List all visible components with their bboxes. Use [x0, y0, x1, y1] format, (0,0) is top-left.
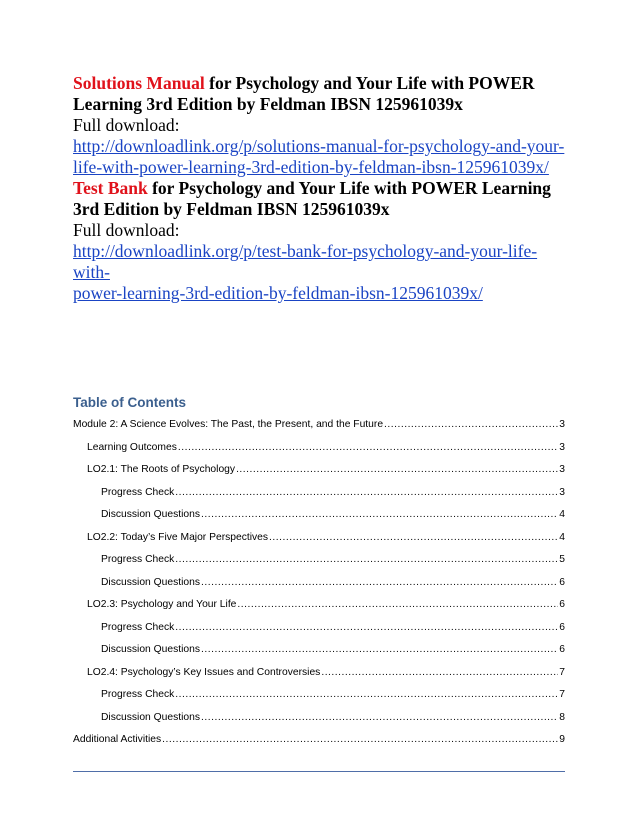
toc-leader: [178, 437, 558, 460]
toc-entry-label: LO2.1: The Roots of Psychology: [87, 464, 236, 475]
toc-entry-page: 3: [559, 441, 565, 453]
toc-entry-label: Discussion Questions: [101, 509, 201, 520]
toc-entry-page: 6: [559, 599, 565, 610]
toc-title: Table of Contents: [73, 395, 186, 410]
toc-leader: [201, 639, 558, 662]
toc-leader: [175, 617, 558, 640]
toc-entry-label: Module 2: A Science Evolves: The Past, the Present, and the Future: [73, 419, 384, 430]
toc-entry-page: 5: [559, 554, 565, 565]
toc-entry[interactable]: [73, 572, 565, 595]
toc-leader: [175, 482, 558, 505]
toc-leader: [384, 414, 558, 437]
toc-entry-page: 4: [559, 531, 565, 543]
toc-entry-page: 8: [559, 711, 565, 723]
toc-entry-page: 6: [559, 644, 565, 655]
toc-entry[interactable]: [73, 459, 565, 482]
toc-entry-page: 7: [559, 689, 565, 700]
toc-entry[interactable]: [73, 504, 565, 527]
toc-entry[interactable]: [73, 684, 565, 707]
toc-entry[interactable]: [73, 662, 565, 685]
toc-entry-page: 6: [559, 576, 565, 588]
toc-entry-label: Learning Outcomes: [87, 441, 177, 453]
toc-entry[interactable]: [73, 414, 565, 437]
toc-leader: [236, 459, 558, 482]
table-of-contents: [73, 414, 565, 752]
test-bank-link[interactable]: [73, 241, 573, 304]
toc-entry-label: Progress Check: [101, 486, 175, 498]
toc-entry-page: 7: [559, 666, 565, 678]
footer-divider: [73, 771, 565, 772]
toc-entry-page: 9: [559, 734, 565, 745]
toc-leader: [269, 527, 558, 550]
solutions-manual-full-download: Full download:: [73, 115, 180, 135]
solutions-manual-title: for Psychology and Your Life with POWER Learning 3rd Edition by Feldman IBSN 125961039x: [73, 73, 535, 114]
solutions-manual-heading: [73, 73, 573, 115]
toc-entry-label: LO2.4: Psychology’s Key Issues and Controversies: [87, 666, 321, 678]
toc-entry[interactable]: [73, 437, 565, 460]
test-bank-label: Test Bank: [73, 178, 148, 198]
toc-leader: [175, 684, 558, 707]
test-bank-heading: [73, 178, 573, 220]
solutions-manual-link-line1[interactable]: http://downloadlink.org/p/solutions-manual-for-psychology-and-your-: [73, 136, 565, 156]
toc-entry-page: 3: [559, 486, 565, 498]
download-info-block: [73, 73, 573, 304]
toc-leader: [175, 549, 558, 572]
toc-entry-label: Additional Activities: [73, 734, 162, 745]
toc-entry-label: LO2.3: Psychology and Your Life: [87, 599, 237, 610]
solutions-manual-link[interactable]: [73, 136, 573, 178]
toc-entry-label: LO2.2: Today’s Five Major Perspectives: [87, 531, 269, 543]
toc-entry-label: Progress Check: [101, 554, 175, 565]
toc-entry-page: 6: [559, 621, 565, 633]
toc-entry-label: Discussion Questions: [101, 711, 201, 723]
test-bank-link-line2[interactable]: power-learning-3rd-edition-by-feldman-ibsn-125961039x/: [73, 283, 483, 303]
toc-leader: [201, 504, 558, 527]
test-bank-title: for Psychology and Your Life with POWER Learning 3rd Edition by Feldman IBSN 125961039x: [73, 178, 551, 219]
test-bank-full-download: Full download:: [73, 220, 180, 240]
toc-leader: [201, 572, 558, 595]
toc-entry[interactable]: [73, 707, 565, 730]
toc-entry[interactable]: [73, 729, 565, 752]
solutions-manual-link-line2[interactable]: life-with-power-learning-3rd-edition-by-feldman-ibsn-125961039x/: [73, 157, 549, 177]
toc-entry[interactable]: [73, 594, 565, 617]
toc-entry-page: 4: [559, 509, 565, 520]
toc-entry[interactable]: [73, 617, 565, 640]
toc-entry[interactable]: [73, 639, 565, 662]
toc-leader: [321, 662, 558, 685]
toc-entry-page: 3: [559, 464, 565, 475]
toc-entry-label: Discussion Questions: [101, 576, 201, 588]
toc-entry-label: Progress Check: [101, 621, 175, 633]
toc-entry[interactable]: [73, 482, 565, 505]
toc-entry-label: Discussion Questions: [101, 644, 201, 655]
toc-entry-page: 3: [559, 419, 565, 430]
toc-leader: [201, 707, 558, 730]
solutions-manual-label: Solutions Manual: [73, 73, 205, 93]
toc-entry[interactable]: [73, 527, 565, 550]
toc-leader: [162, 729, 558, 752]
toc-entry[interactable]: [73, 549, 565, 572]
test-bank-link-line1[interactable]: http://downloadlink.org/p/test-bank-for-psychology-and-your-life-with-: [73, 241, 538, 282]
toc-entry-label: Progress Check: [101, 689, 175, 700]
toc-leader: [237, 594, 558, 617]
